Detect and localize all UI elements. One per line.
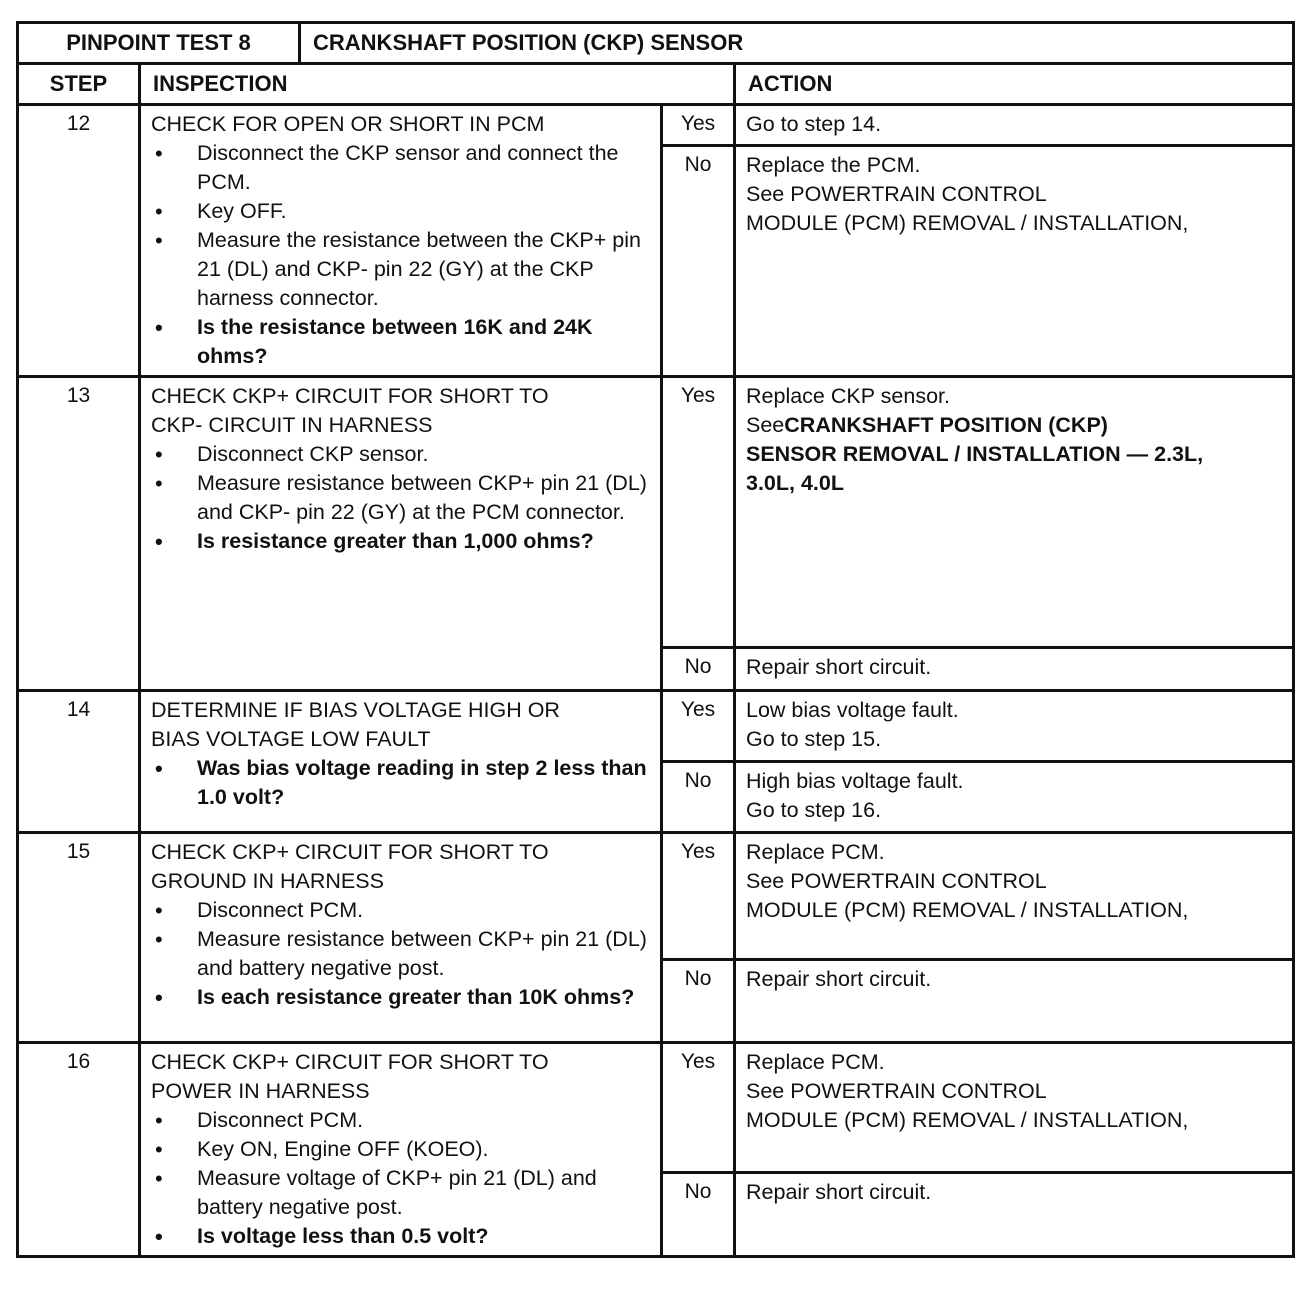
action-line: Go to step 14. (746, 112, 882, 136)
inspection-heading: CKP- CIRCUIT IN HARNESS (151, 413, 433, 437)
step-number: 13 (18, 377, 140, 691)
action-line: See POWERTRAIN CONTROL (746, 869, 1047, 893)
inspection-heading: CHECK CKP+ CIRCUIT FOR SHORT TO (151, 384, 549, 408)
yes-action (735, 1043, 1294, 1173)
inspection-bullet: • Measure resistance between CKP+ pin 21 (DL) and battery negative post. (151, 925, 654, 983)
inspection-bullets (151, 1106, 654, 1251)
inspection-heading: GROUND IN HARNESS (151, 869, 384, 893)
inspection-bullet: • Disconnect the CKP sensor and connect the PCM. (151, 139, 654, 197)
no-action (735, 146, 1294, 377)
no-action (735, 762, 1294, 833)
inspection-bullet: • Measure voltage of CKP+ pin 21 (DL) and battery negative post. (151, 1164, 654, 1222)
action-line: Go to step 16. (746, 798, 882, 822)
action-line: Replace the PCM. (746, 153, 921, 178)
no-label: No (662, 146, 735, 377)
inspection-bullets (151, 896, 654, 1012)
yes-action (735, 105, 1294, 146)
no-action (735, 1173, 1294, 1257)
action-line: High bias voltage fault. (746, 769, 964, 793)
no-label: No (662, 1173, 735, 1257)
inspection-bullet: • Disconnect PCM. (151, 1106, 654, 1135)
inspection-heading: CHECK FOR OPEN OR SHORT IN PCM (151, 112, 545, 136)
action-line: Replace PCM. (746, 1050, 885, 1074)
step-number: 14 (18, 691, 140, 833)
inspection-heading: CHECK CKP+ CIRCUIT FOR SHORT TO (151, 1050, 549, 1074)
inspection-heading: DETERMINE IF BIAS VOLTAGE HIGH OR (151, 698, 560, 722)
inspection-bullet: • Key ON, Engine OFF (KOEO). (151, 1135, 654, 1164)
action-line: Repair short circuit. (746, 1180, 932, 1205)
inspection-question: • Is the resistance between 16K and 24K ohms? (151, 313, 654, 371)
reference-link-text: 3.0L, 4.0L (746, 471, 844, 495)
no-action (735, 648, 1294, 691)
yes-action (735, 377, 1294, 648)
step-15-yes-row (18, 833, 1294, 960)
action-line (746, 411, 1286, 440)
yes-action (735, 833, 1294, 960)
no-label: No (662, 762, 735, 833)
inspection-bullets (151, 754, 654, 812)
action-line: See POWERTRAIN CONTROL (746, 1079, 1047, 1103)
yes-label: Yes (662, 105, 735, 146)
step-14-inspection (140, 691, 662, 833)
step-number: 16 (18, 1043, 140, 1257)
pinpoint-test-table (16, 21, 1295, 1258)
yes-label: Yes (662, 691, 735, 762)
inspection-bullets (151, 139, 654, 371)
step-13-yes-row (18, 377, 1294, 648)
inspection-question: • Is resistance greater than 1,000 ohms? (151, 527, 654, 556)
action-line: Repair short circuit. (746, 967, 932, 991)
inspection-column-header: INSPECTION (140, 64, 735, 105)
step-14-yes-row (18, 691, 1294, 762)
yes-label: Yes (662, 1043, 735, 1173)
yes-label: Yes (662, 377, 735, 648)
step-15-inspection (140, 833, 662, 1043)
inspection-question: • Is each resistance greater than 10K ohms? (151, 983, 654, 1012)
test-header-row (18, 23, 1294, 64)
inspection-heading: POWER IN HARNESS (151, 1079, 370, 1103)
see-text: See (746, 413, 785, 437)
action-line: MODULE (PCM) REMOVAL / INSTALLATION, (746, 1108, 1189, 1132)
inspection-question: • Is voltage less than 0.5 volt? (151, 1222, 654, 1251)
step-16-inspection (140, 1043, 662, 1257)
action-line: MODULE (PCM) REMOVAL / INSTALLATION, (746, 211, 1189, 236)
action-line: Go to step 15. (746, 727, 882, 751)
inspection-bullet: • Measure the resistance between the CKP+ pin 21 (DL) and CKP- pin 22 (GY) at the CKP harness connector. (151, 226, 654, 313)
reference-link-text: SENSOR REMOVAL / INSTALLATION — 2.3L, (746, 442, 1204, 466)
test-label: PINPOINT TEST 8 (18, 23, 300, 64)
inspection-bullet: • Key OFF. (151, 197, 654, 226)
no-label: No (662, 960, 735, 1043)
action-column-header: ACTION (735, 64, 1294, 105)
step-column-header: STEP (18, 64, 140, 105)
step-16-yes-row (18, 1043, 1294, 1173)
action-line: MODULE (PCM) REMOVAL / INSTALLATION, (746, 898, 1189, 922)
action-line: Replace PCM. (746, 840, 885, 864)
no-action (735, 960, 1294, 1043)
no-label: No (662, 648, 735, 691)
inspection-heading: BIAS VOLTAGE LOW FAULT (151, 727, 431, 751)
inspection-question: • Was bias voltage reading in step 2 less than 1.0 volt? (151, 754, 654, 812)
step-12-yes-row (18, 105, 1294, 146)
action-line: Low bias voltage fault. (746, 698, 959, 722)
reference-link-text: CRANKSHAFT POSITION (CKP) (784, 413, 1108, 437)
step-12-inspection (140, 105, 662, 377)
action-line: See POWERTRAIN CONTROL (746, 182, 1047, 207)
inspection-bullet: • Measure resistance between CKP+ pin 21 (DL) and CKP- pin 22 (GY) at the PCM connector. (151, 469, 654, 527)
test-title: CRANKSHAFT POSITION (CKP) SENSOR (300, 23, 1294, 64)
yes-label: Yes (662, 833, 735, 960)
inspection-bullets (151, 440, 654, 556)
action-line: Replace CKP sensor. (746, 384, 950, 408)
inspection-bullet: • Disconnect CKP sensor. (151, 440, 654, 469)
yes-action (735, 691, 1294, 762)
inspection-heading: CHECK CKP+ CIRCUIT FOR SHORT TO (151, 840, 549, 864)
step-number: 12 (18, 105, 140, 377)
action-line: Repair short circuit. (746, 655, 932, 679)
inspection-bullet: • Disconnect PCM. (151, 896, 654, 925)
column-header-row (18, 64, 1294, 105)
step-13-inspection (140, 377, 662, 691)
step-number: 15 (18, 833, 140, 1043)
